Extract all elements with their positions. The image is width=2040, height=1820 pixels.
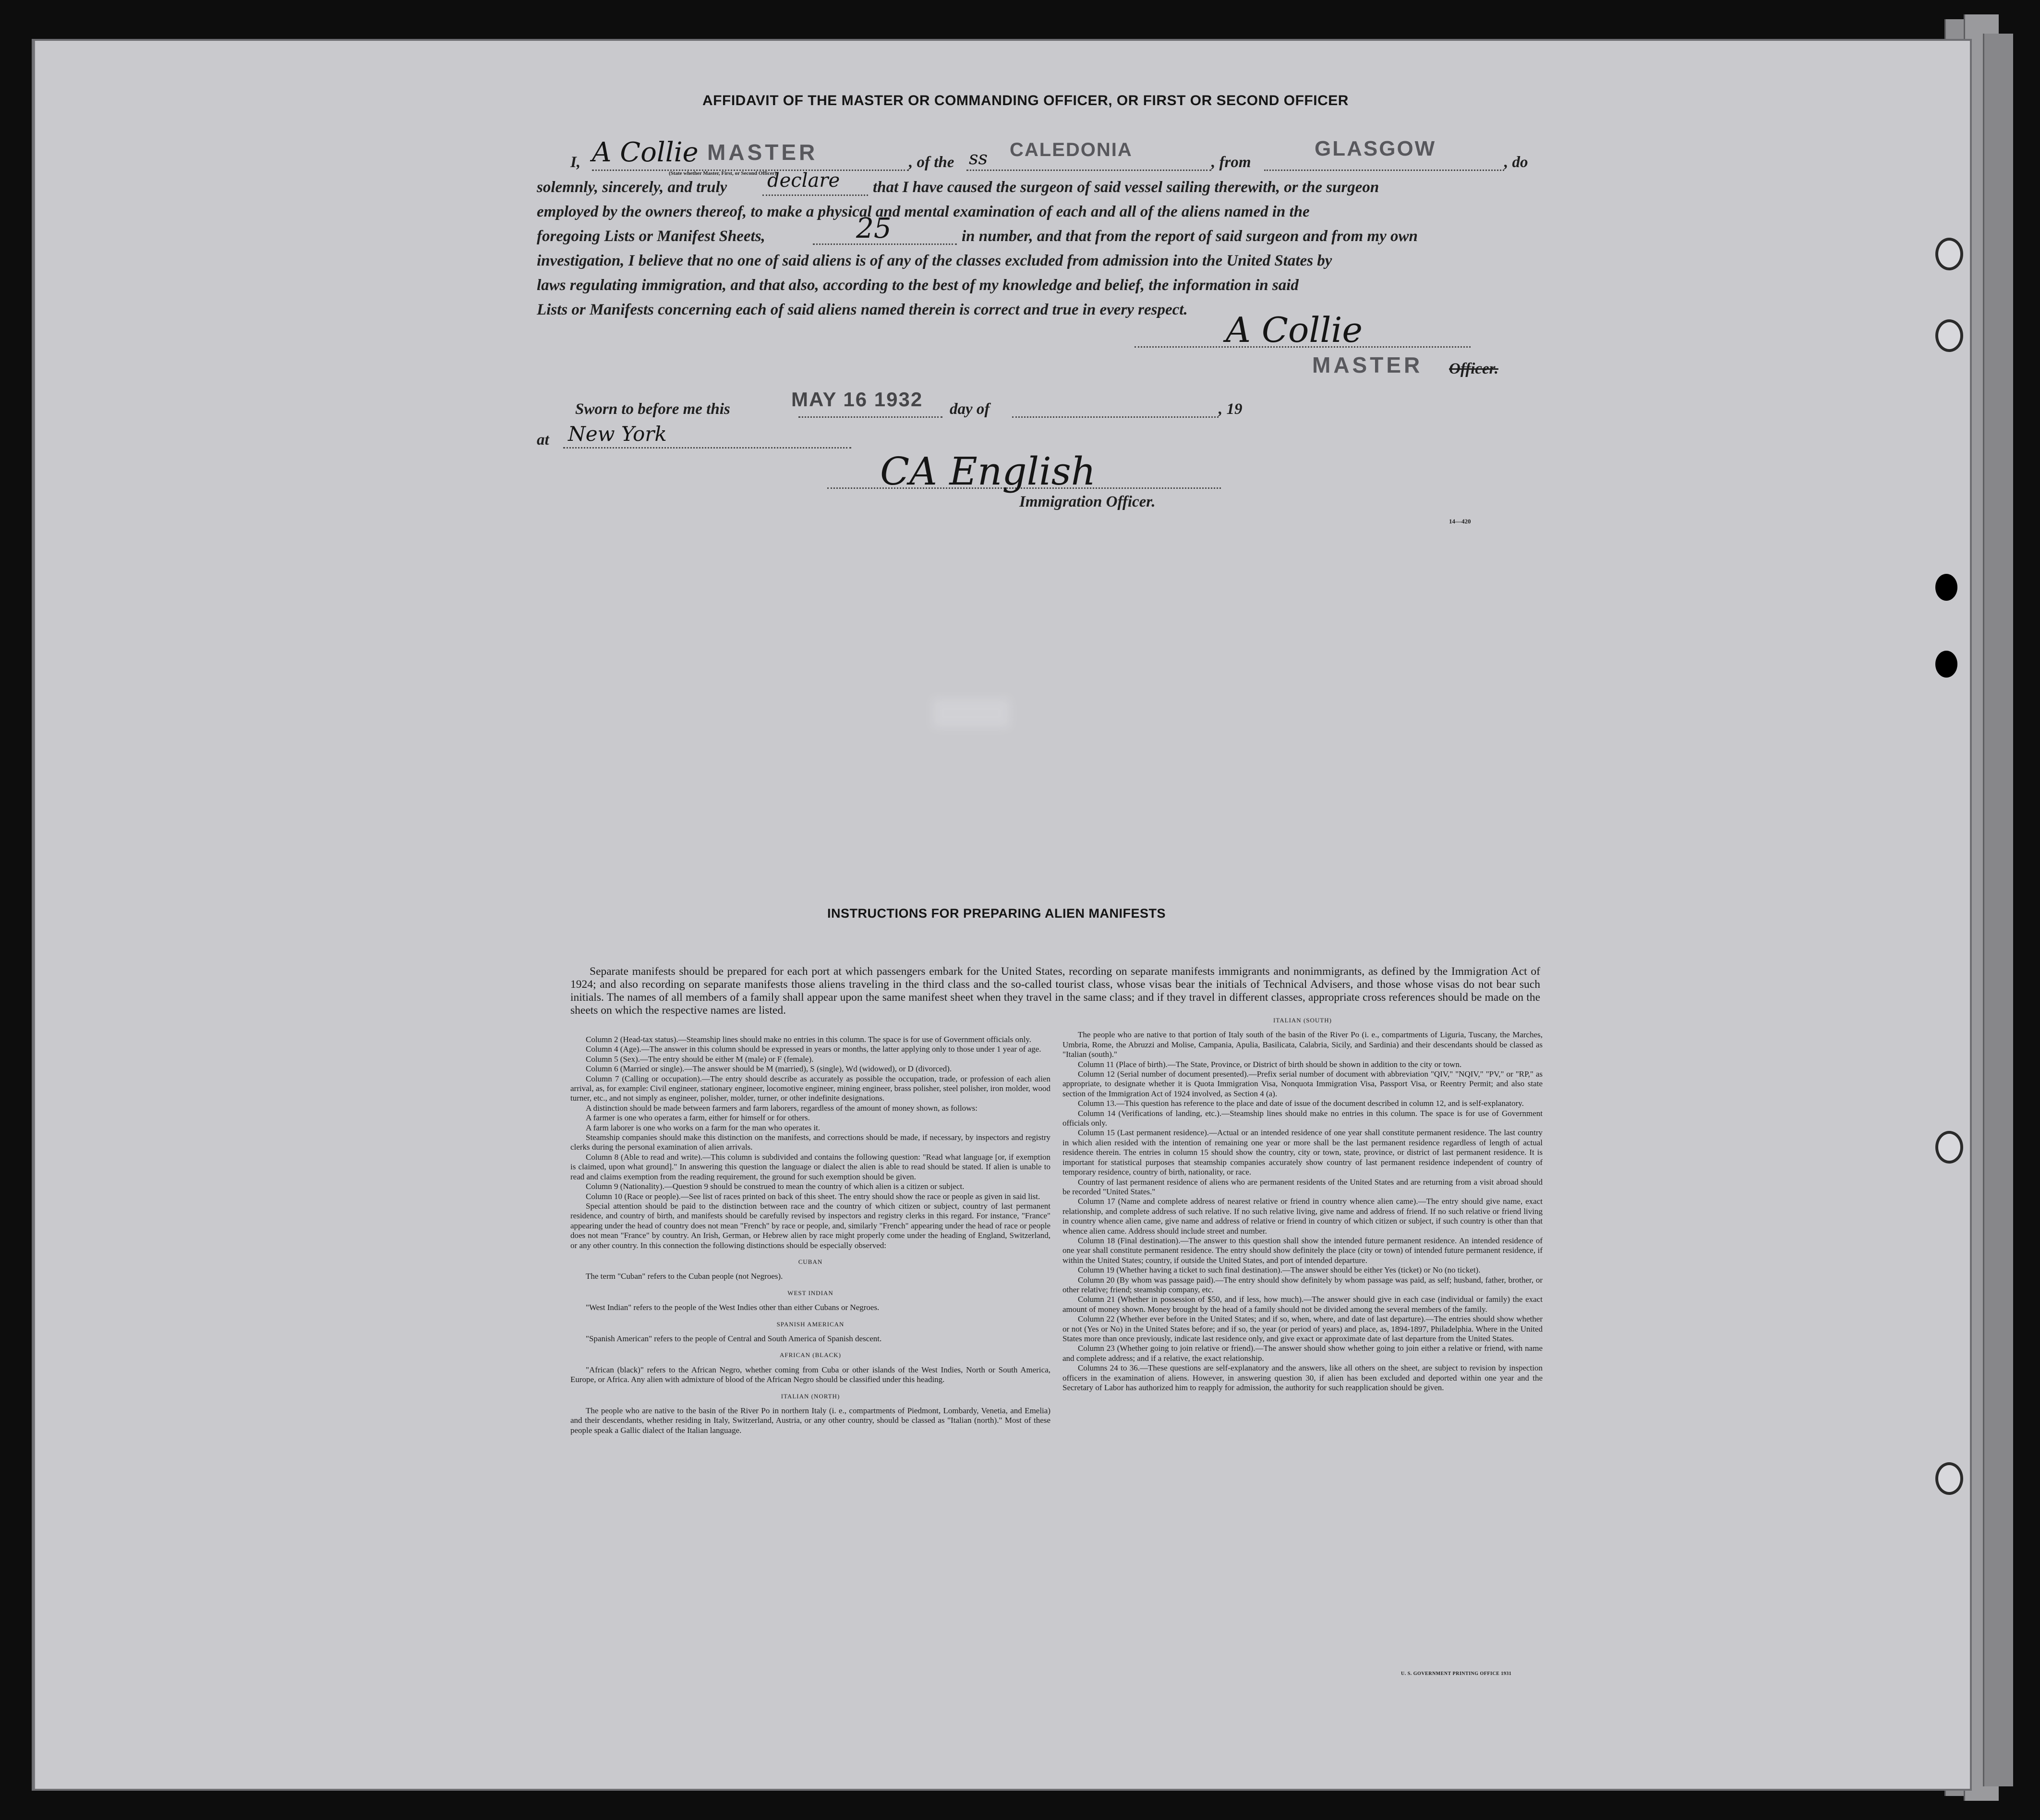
instruction-paragraph: Column 23 (Whether going to join relative or friend).—The answer should show whether going to join either a relative or friend, with name and complete address; and if a relative, the exact relationship. [1062, 1344, 1543, 1363]
immigration-officer-label: Immigration Officer. [1019, 493, 1156, 510]
officer-word: Officer. [1449, 360, 1498, 377]
month-line [1012, 416, 1219, 418]
binder-hole-icon [1935, 238, 1963, 270]
instructions-intro: Separate manifests should be prepared for each port at which passengers embark for the United States, recording on separate manifests immigrants and nonimmigrants, as defined by the Immigration Act of 1924; and also recording on separate manifests those aliens traveling in the third class and the so-called tourist class, whose visas bear the initials of Technical Advisers, and those whose visas do not bear such initials. The names of all members of a family shall appear upon the same manifest sheet when they travel in the same class; and if they travel in different classes, appropriate cross references should be made on the sheets on which the respective names are listed. [570, 965, 1540, 1017]
instruction-paragraph: Columns 24 to 36.—These questions are self-explanatory and the answers, like all others on the sheet, are subject to revision by inspection officers in the examination of aliens. However, in answering question 30, if alien has been excluded and deported within one year and the Secretary of Labor has authorized him to reapply for admission, the authority for such reapplication should be given. [1062, 1363, 1543, 1393]
declare-line [762, 194, 868, 196]
race-section-text: The people who are native to the basin of the River Po in northern Italy (i. e., compartments of Piedmont, Lombardy, Venetia, and Emelia) and their descendants, whether residing in Italy, Switzerland, Austria, or any other country, should be classed as "Italian (north)." Most of these people speak a Gallic dialect of the Italian language. [570, 1406, 1050, 1435]
instruction-paragraph: Column 7 (Calling or occupation).—The entry should describe as accurately as possible the occupation, trade, or profession of each alien arrival, as, for example: Civil engineer, stationary engineer, locomotive engineer, mining engineer, brass polisher, steel polisher, iron molder, wood turner, etc., and not simply as engineer, polisher, molder, turner, or other indefinite designations. [570, 1074, 1050, 1103]
race-section-text: "Spanish American" refers to the people of Central and South America of Spanish descent. [586, 1334, 882, 1343]
at-label: at [537, 431, 549, 449]
manifest-page [34, 41, 1970, 1789]
bleed-through-mark [933, 699, 1010, 728]
affidavit-line-3: employed by the owners thereof, to make a physical and mental examination of each and all of the aliens named in the [537, 203, 1310, 220]
printing-office-note: U. S. GOVERNMENT PRINTING OFFICE 1931 [1401, 1671, 1512, 1676]
master-signature-stamp: MASTER [1312, 352, 1423, 377]
instructions-title: INSTRUCTIONS FOR PREPARING ALIEN MANIFESTS [827, 906, 1166, 921]
instruction-paragraph: Column 20 (By whom was passage paid).—The entry should show definitely by whom passage was paid, as self; husband, father, brother, or other relative; friend; steamship company, etc. [1062, 1275, 1543, 1294]
master-stamp: MASTER [707, 140, 818, 165]
instruction-paragraph: Column 5 (Sex).—The entry should be either M (male) or F (female). [586, 1054, 814, 1064]
ss-label: ss [969, 147, 988, 169]
instruction-paragraph: Country of last permanent residence of aliens who are permanent residents of the United States and are returning from a visit abroad should be recorded "United States." [1062, 1177, 1543, 1196]
instruction-paragraph: Steamship companies should make this distinction on the manifests, and corrections should be made, if necessary, by inspectors and registry clerks during the personal examination of alien arrivals. [570, 1133, 1050, 1152]
affidavit-line-7: Lists or Manifests concerning each of said aliens named therein is correct and true in every respect. [537, 301, 1188, 318]
affidavit-line-2-rest: that I have caused the surgeon of said vessel sailing therewith, or the surgeon [873, 179, 1379, 196]
sworn-label: Sworn to before me this [575, 400, 730, 418]
instruction-paragraph: Column 19 (Whether having a ticket to such final destination).—The answer should be either Yes (ticket) or No (no ticket). [1078, 1265, 1481, 1275]
sworn-date-line [798, 416, 942, 418]
declare-word: declare [767, 170, 840, 192]
instruction-paragraph: Column 8 (Able to read and write).—This column is subdivided and contains the following question: "Read what language [or, if exemption is claimed, upon what ground]." In answering this question the language or dialect the alien is able to read should be stated. If alien is unable to read and claims exemption from the reading requirement, the ground for such exemption should be given. [570, 1152, 1050, 1181]
binder-hole-icon [1935, 1131, 1963, 1164]
sworn-date-stamp: MAY 16 1932 [791, 388, 923, 411]
affidavit-line-4-start: foregoing Lists or Manifest Sheets, [537, 228, 765, 245]
instruction-paragraph: Column 2 (Head-tax status).—Steamship lines should make no entries in this column. The space is for use of Government officials only. [586, 1035, 1031, 1044]
race-section-text: The term "Cuban" refers to the Cuban people (not Negroes). [586, 1272, 783, 1281]
do-label: , do [1504, 154, 1528, 171]
race-section-heading: WEST INDIAN [787, 1289, 833, 1297]
instruction-paragraph: Column 12 (Serial number of document presented).—Prefix serial number of document with abbreviation "QIV," "NQIV," "PV," or "RP," as appropriate, to designate whether it is Quota Immigration Visa, Nonquota Immigration Visa, Passport Visa, or Reentry Permit; and also state section of the Immigration Act of 1924 involved, as Section 4 (a). [1062, 1069, 1543, 1098]
instruction-paragraph: Column 6 (Married or single).—The answer should be M (married), S (single), Wd (widowed), or D (divorced). [586, 1064, 952, 1074]
instruction-paragraph: Column 21 (Whether in possession of $50, and if less, how much).—The answer should give in each case (individual or family) the exact amount of money shown. Money brought by the head of a family should not be divided among the several members of the family. [1062, 1295, 1543, 1314]
instruction-paragraph: Column 4 (Age).—The answer in this column should be expressed in years or months, the latter applying only to those under 1 year of age. [586, 1044, 1041, 1054]
day-of-label: day of [950, 400, 990, 418]
vessel-name-stamp: CALEDONIA [1010, 139, 1133, 160]
instructions-left-column [570, 1035, 1050, 1435]
instruction-paragraph: A farmer is one who operates a farm, either for himself or for others. [586, 1113, 810, 1123]
affidavit-line-5: investigation, I believe that no one of said aliens is of any of the classes excluded from admission into the United States by [537, 252, 1332, 269]
instruction-paragraph: Column 10 (Race or people).—See list of races printed on back of this sheet. The entry should show the race or people as given in said list. [586, 1191, 1040, 1201]
port-line [1264, 170, 1504, 171]
instruction-paragraph: The people who are native to that portion of Italy south of the basin of the River Po (i. e., compartments of Liguria, Tuscany, the Marches, Umbria, Rome, the Abruzzi and Molise, Campania, Apulia, Basilicata, Calabria, Sicily, and Sardinia) and their descendants should be classed as "Italian (south)." [1062, 1030, 1543, 1059]
instruction-paragraph: Column 17 (Name and complete address of nearest relative or friend in country whence alien came).—The entry should give name, exact relationship, and complete address of such relative. If no such relative living, give name and address of friend. If no such relative or friend living in country whence alien came, give name and address of relative or friend in country of which citizen or subject, if such country is other than that whence alien came. Address should include street and number. [1062, 1197, 1543, 1236]
immigration-signature: CA English [880, 449, 1096, 494]
race-section-heading: CUBAN [798, 1258, 823, 1265]
affidavit-line-6: laws regulating immigration, and that also, according to the best of my knowledge and belief, the information in said [537, 277, 1299, 294]
affidavit-line-2-start: solemnly, sincerely, and truly [537, 179, 727, 196]
binder-hole-icon [1935, 319, 1963, 352]
from-label: , from [1211, 154, 1251, 171]
binder-hole-icon [1935, 574, 1957, 601]
sheet-count: 25 [856, 212, 892, 244]
vessel-line [966, 170, 1211, 171]
instruction-paragraph: Column 18 (Final destination).—The answer to this question shall show the intended future permanent residence. An intended residence of one year shall constitute permanent residence. The entry should show definitely the place (city or town) of intended future permanent residence, if within the United States; country, if outside the United States, and port of intended departure. [1062, 1236, 1543, 1265]
instruction-paragraph: Column 11 (Place of birth).—The State, Province, or District of birth should be shown in addition to the city or town. [1078, 1059, 1462, 1069]
race-section-heading: ITALIAN (SOUTH) [1273, 1017, 1332, 1024]
instruction-paragraph: Column 9 (Nationality).—Question 9 should be construed to mean the country of which alien is a citizen or subject. [586, 1182, 965, 1191]
instruction-paragraph: Column 22 (Whether ever before in the United States; and if so, when, where, and date of last departure).—The entries should show whether or not (Yes or No) in the United States before; and if so, the year (or period of years) and place, as, 1894-1897, Philadelphia. Where in the United States more than once previously, indicate last residence only, and give exact or approximate date of last departure from the United States. [1062, 1314, 1543, 1343]
binder-hole-icon [1935, 651, 1957, 678]
master-signature-name: A Collie [592, 137, 699, 168]
binder-hole-icon [1935, 1462, 1963, 1495]
of-the-label: , of the [909, 154, 954, 171]
instruction-paragraph: Column 14 (Verifications of landing, etc.).—Steamship lines should make no entries in this column. The space is for use of Government officials only. [1062, 1108, 1543, 1128]
master-signature: A Collie [1226, 310, 1363, 350]
officer-note: (State whether Master, First, or Second Officer) [669, 170, 777, 176]
affidavit-line-4-rest: in number, and that from the report of said surgeon and from my own [962, 228, 1418, 245]
race-section-heading: AFRICAN (BLACK) [779, 1351, 842, 1359]
race-section-heading: SPANISH AMERICAN [776, 1320, 845, 1328]
instruction-paragraph: Column 15 (Last permanent residence).—Actual or an intended residence of one year shall constitute permanent residence. The last country in which alien resided with the intention of remaining one year or more shall be the last permanent residence regardless of length of actual residence therein. The entries in column 15 should show the country, city or town, state, province, or district of last permanent residence. It is important for statistical purposes that steamship companies accurately show country of last permanent residence independent of country of temporary residence, country of birth, nationality, or race. [1062, 1128, 1543, 1177]
affidavit-i-label: I, [570, 154, 581, 171]
page-stack-edge [1983, 34, 2013, 1786]
instruction-paragraph: A farm laborer is one who works on a farm for the man who operates it. [586, 1123, 821, 1132]
instruction-paragraph: Special attention should be paid to the distinction between race and the country of which citizen or subject, country of last permanent residence, and country of birth, and manifests should be carefully revised by inspectors and registry clerks in this regard. For instance, "France" appearing under the head of country does not mean "French" by race or people, and, similarly "French" appearing under the head of race or people does not mean "France" by country. An Irish, German, or Hebrew alien by race might properly come under the heading of England, Switzerland, or any other country. In this connection the following distinctions should be especially observed: [570, 1201, 1050, 1250]
affidavit-title: AFFIDAVIT OF THE MASTER OR COMMANDING OFFICER, OR FIRST OR SECOND OFFICER [702, 93, 1349, 109]
race-section-text: "African (black)" refers to the African Negro, whether coming from Cuba or other islands of the West Indies, North or South America, Europe, or Africa. Any alien with admixture of blood of the African Negro should be classified under this heading. [570, 1365, 1050, 1384]
race-section-heading: ITALIAN (NORTH) [781, 1392, 840, 1400]
instruction-paragraph: Column 13.—This question has reference to the place and date of issue of the document described in column 12, and is self-explanatory. [1078, 1099, 1524, 1108]
form-number: 14—420 [1449, 518, 1471, 525]
race-section-text: "West Indian" refers to the people of the West Indies other than either Cubans or Negroes. [586, 1303, 880, 1312]
place-line [563, 447, 851, 449]
port-stamp: GLASGOW [1315, 137, 1436, 160]
instruction-paragraph: A distinction should be made between farmers and farm laborers, regardless of the amount of money shown, as follows: [586, 1103, 978, 1113]
place-name: New York [568, 422, 667, 446]
instructions-right-column [1062, 1016, 1543, 1393]
year-label: , 19 [1219, 400, 1243, 418]
